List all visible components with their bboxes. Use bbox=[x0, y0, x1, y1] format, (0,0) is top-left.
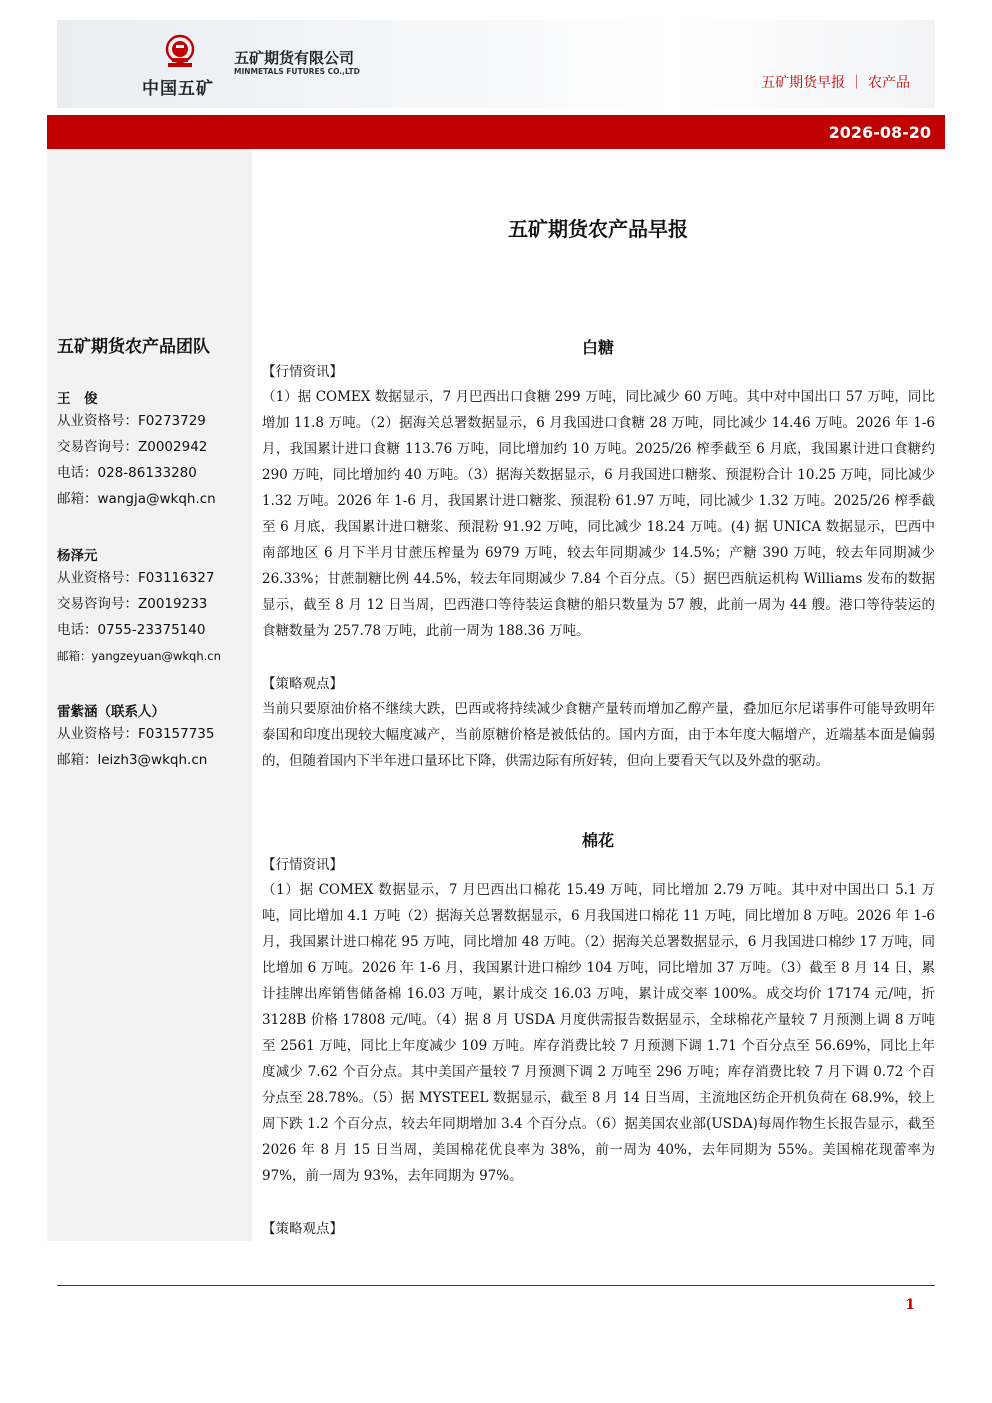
sugar-market-text: （1）据 COMEX 数据显示，7 月巴西出口食糖 299 万吨，同比减少 60 万吨。其中对中国出口 57 万吨，同比增加 11.8 万吨。（2）据海关总署数据显示，6 月我国进口食糖 28 万吨，同比减少 14.46 万吨。2026 年 1-6 月，我国累计进口食糖 113.76 万吨，同比增加约 10 万吨。2025/26 榨季截至 6 月底，我国累计进口食糖约 290 万吨，同比增加约 40 万吨。（3）据海关数据显示，6 月我国进口糖浆、预混粉合计 10.25 万吨，同比减少 1.32 万吨。2026 年 1-6 月，我国累计进口糖浆、预混粉 61.97 万吨，同比减少 1.32 万吨。2025/26 榨季截至 6 月底，我国累计进口糖浆、预混粉 91.92 万吨，同比减少 18.24 万吨。(4) 据 UNICA 数据显示，巴西中南部地区 6 月下半月甘蔗压榨量为 6979 万吨，较去年同期减少 14.5%；产糖 390 万吨，较去年同期减少 26.33%；甘蔗制糖比例 44.5%，较去年同期减少 7.84 个百分点。（5）据巴西航运机构 Williams 发布的数据显示，截至 8 月 12 日当周，巴西港口等待装运食糖的船只数量为 57 艘，此前一周为 44 艘。港口等待装运的食糖数量为 257.78 万吨，此前一周为 188.36 万吨。 bbox=[262, 389, 935, 639]
sugar-strategy-text: 当前只要原油价格不继续大跌，巴西或将持续减少食糖产量转而增加乙醇产量，叠加厄尔尼诺事件可能导致明年泰国和印度出现较大幅度减产，当前原糖价格是被低估的。国内方面，由于本年度大幅增产，近端基本面是偏弱的，但随着国内下半年进口量环比下降，供需边际有所好转，但向上要看天气以及外盘的驱动。 bbox=[262, 701, 935, 769]
analyst-email: 邮箱：yangzeyuan@wkqh.cn bbox=[57, 649, 221, 663]
minmetals-logo-icon bbox=[162, 34, 198, 70]
logo-text: 中国五矿 bbox=[142, 79, 214, 99]
report-type: 五矿期货早报 ｜ 农产品 bbox=[761, 75, 910, 91]
strategy-label: 【策略观点】 bbox=[262, 676, 343, 692]
analyst-card bbox=[57, 544, 221, 674]
analyst-consult-number: 交易咨询号：Z0019233 bbox=[57, 596, 208, 612]
report-date: 2026-08-20 bbox=[828, 123, 931, 142]
market-info-label: 【行情资讯】 bbox=[262, 364, 343, 380]
analyst-license: 从业资格号：F0273729 bbox=[57, 413, 206, 429]
page-number: 1 bbox=[905, 1297, 915, 1313]
cotton-market-text: （1）据 COMEX 数据显示，7 月巴西出口棉花 15.49 万吨，同比增加 2.79 万吨。其中对中国出口 5.1 万吨，同比增加 4.1 万吨（2）据海关总署数据显示，6 月我国进口棉花 11 万吨，同比增加 8 万吨。2026 年 1-6 月，我国累计进口棉花 95 万吨，同比增加 48 万吨。（2）据海关总署数据显示，6 月我国进口棉纱 17 万吨，同比增加 6 万吨。2026 年 1-6 月，我国累计进口棉纱 104 万吨，同比增加 37 万吨。（3）截至 8 月 14 日，累计挂牌出库销售储备棉 16.03 万吨，累计成交 16.03 万吨，累计成交率 100%。成交均价 17174 元/吨，折 3128B 价格 17808 元/吨。（4）据 8 月 USDA 月度供需报告数据显示，全球棉花产量较 7 月预测上调 8 万吨至 2561 万吨，同比上年度减少 109 万吨。库存消费比较 7 月预测下调 1.71 个百分点至 56.69%，同比上年度减少 7.62 个百分点。其中美国产量较 7 月预测下调 2 万吨至 296 万吨；库存消费比较 7 月下调 0.72 个百分点至 28.78%。（5）据 MYSTEEL 数据显示，截至 8 月 14 日当周，主流地区纺企开机负荷在 68.9%，较上周下跌 1.2 个百分点，较去年同期增加 3.4 个百分点。（6）据美国农业部(USDA)每周作物生长报告显示，截至 2026 年 8 月 15 日当周，美国棉花优良率为 38%，前一周为 40%，去年同期为 55%。美国棉花现蕾率为 97%，前一周为 93%，去年同期为 97%。 bbox=[262, 882, 935, 1184]
analyst-name: 杨泽元 bbox=[57, 548, 98, 564]
analyst-phone: 电话：0755-23375140 bbox=[57, 622, 206, 638]
footer-divider bbox=[57, 1285, 935, 1286]
analyst-email: 邮箱：leizh3@wkqh.cn bbox=[57, 752, 208, 768]
strategy-label: 【策略观点】 bbox=[262, 1221, 343, 1237]
analyst-card bbox=[57, 700, 214, 778]
date-bar bbox=[47, 115, 945, 149]
team-title: 五矿期货农产品团队 bbox=[57, 337, 210, 357]
analyst-card bbox=[57, 387, 216, 517]
section-title-cotton: 棉花 bbox=[581, 831, 614, 850]
analyst-license: 从业资格号：F03116327 bbox=[57, 570, 215, 586]
analyst-name: 雷紫涵（联系人） bbox=[57, 704, 165, 720]
analyst-license: 从业资格号：F03157735 bbox=[57, 726, 215, 742]
company-name-cn: 五矿期货有限公司 bbox=[234, 49, 355, 67]
market-info-label: 【行情资讯】 bbox=[262, 857, 343, 873]
document-title: 五矿期货农产品早报 bbox=[508, 217, 688, 241]
analyst-phone: 电话：028-86133280 bbox=[57, 465, 197, 481]
section-title-sugar: 白糖 bbox=[581, 338, 614, 357]
company-name-en: MINMETALS FUTURES CO.,LTD bbox=[234, 67, 360, 76]
analyst-consult-number: 交易咨询号：Z0002942 bbox=[57, 439, 208, 455]
analyst-name: 王 俊 bbox=[57, 391, 98, 407]
analyst-email: 邮箱：wangja@wkqh.cn bbox=[57, 491, 216, 507]
sidebar bbox=[47, 149, 252, 1241]
